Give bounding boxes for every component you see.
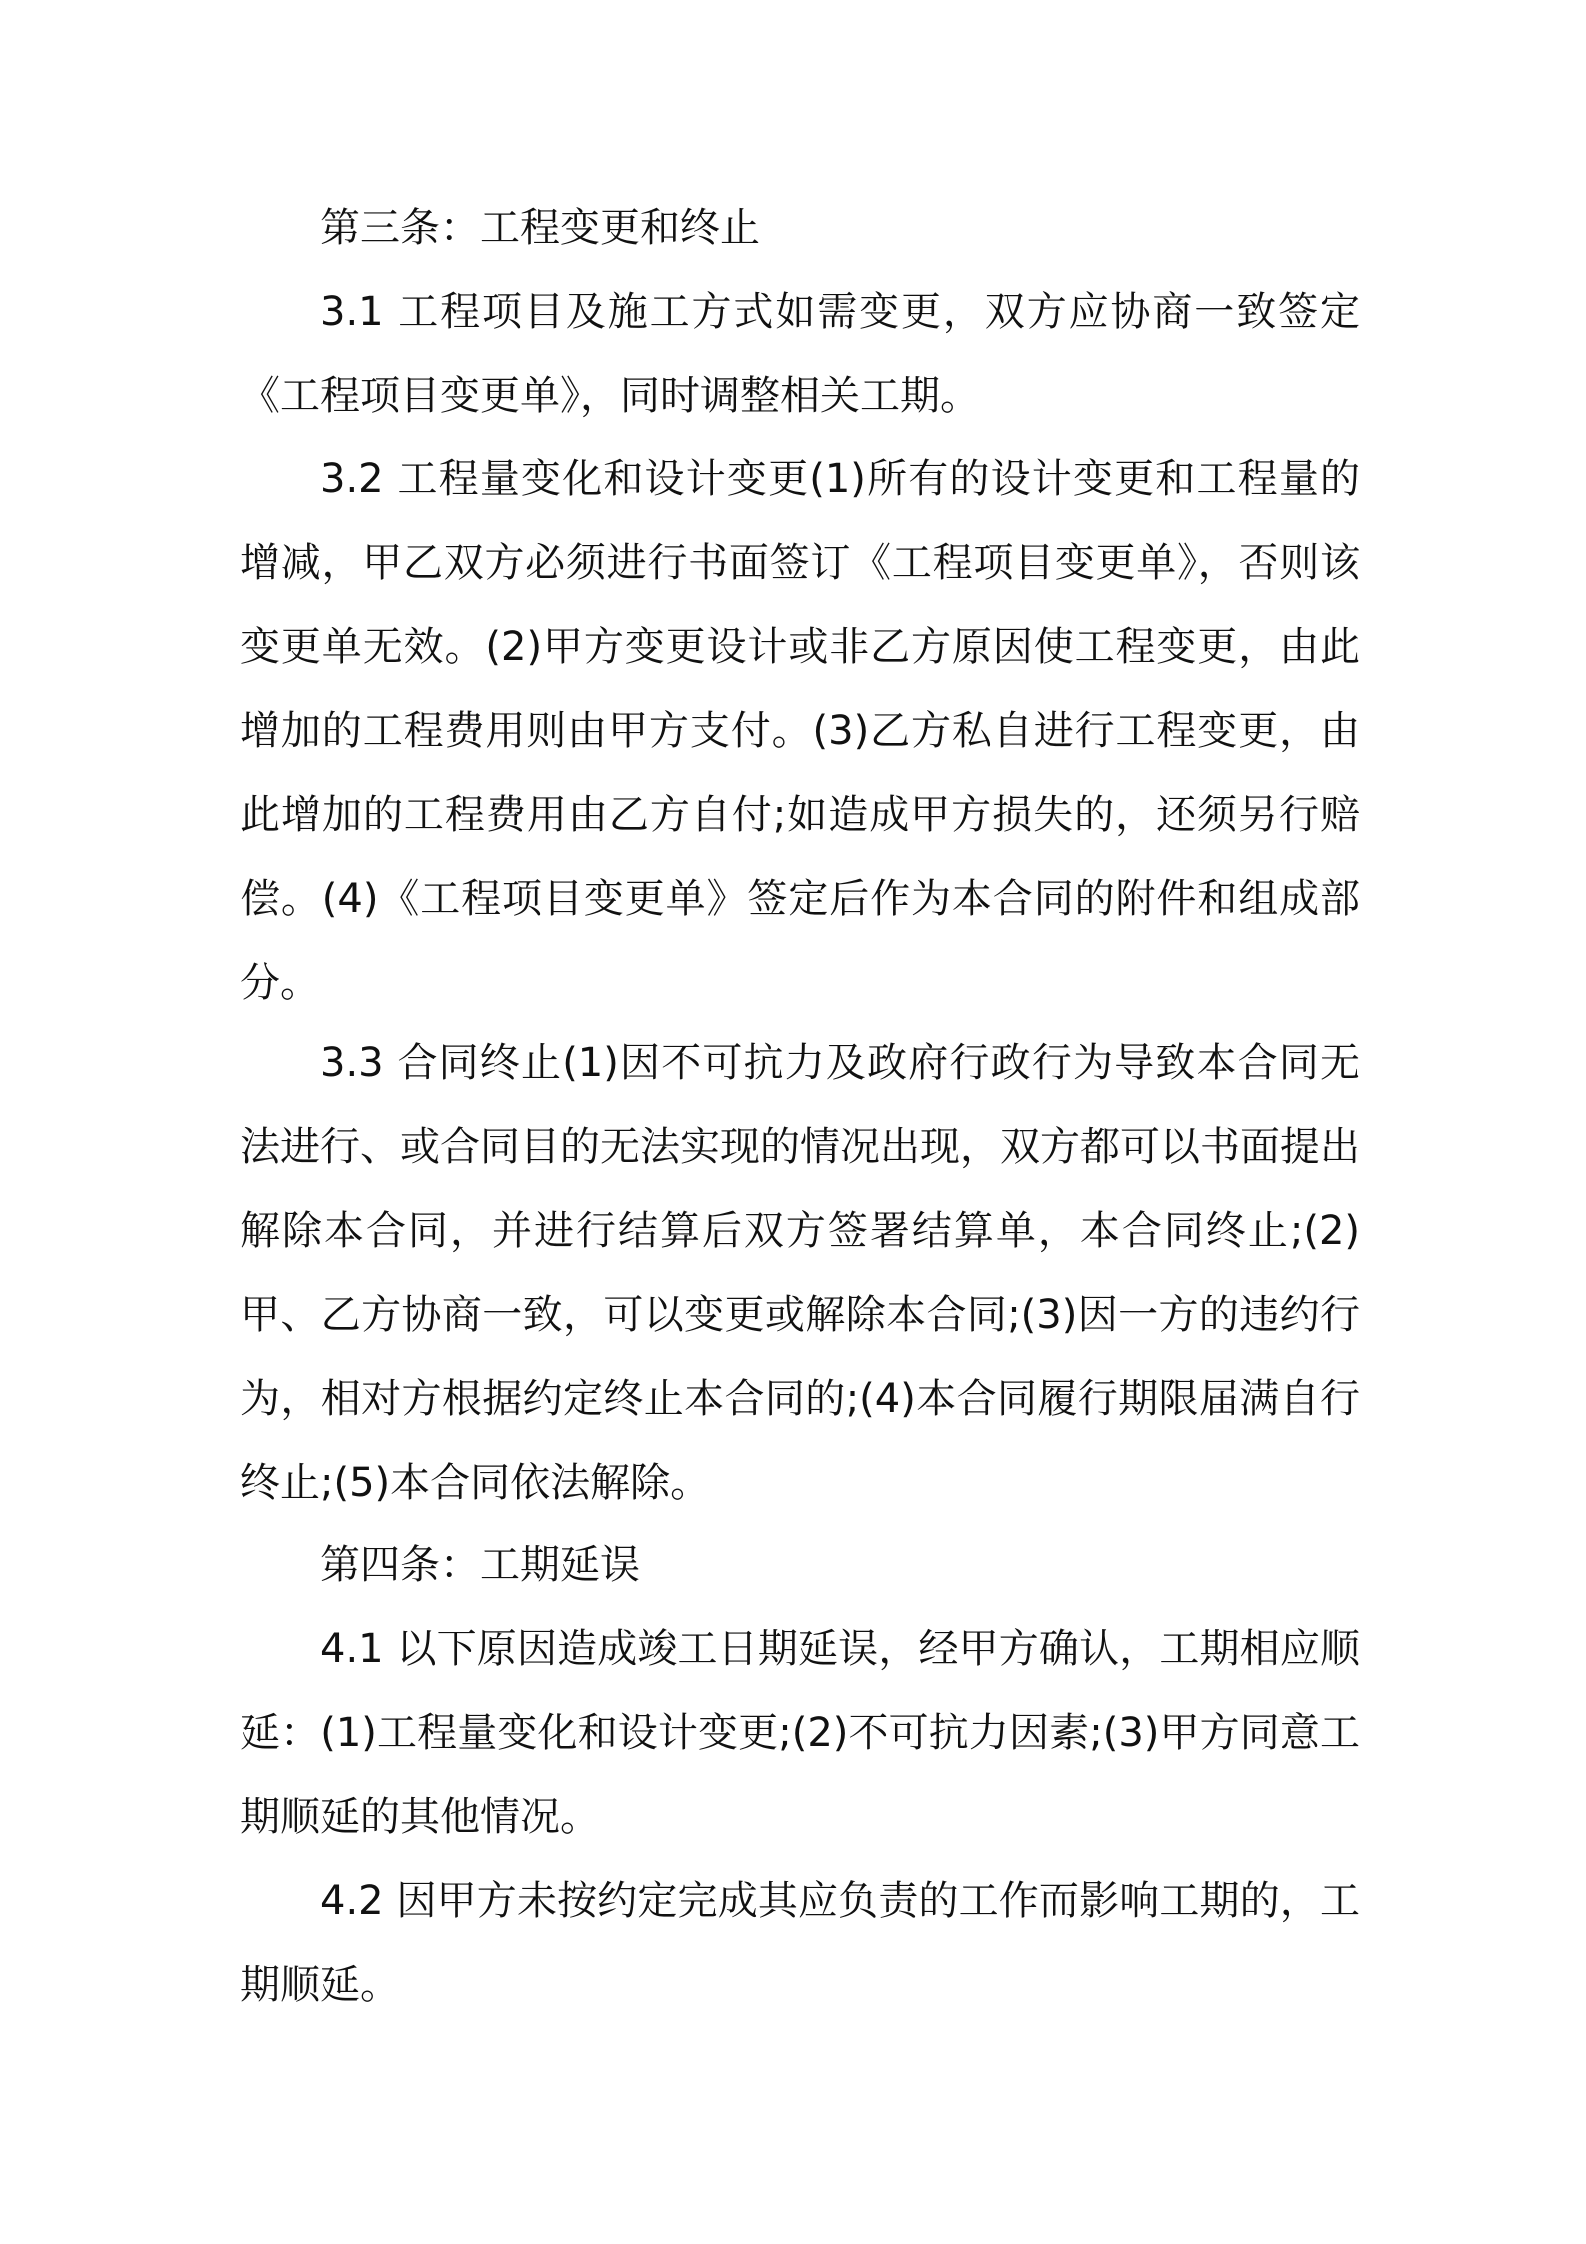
article-3-heading: 第三条：工程变更和终止 <box>320 205 760 251</box>
clause-3-1: 3.1 工程项目及施工方式如需变更，双方应协商一致签定《工程项目变更单》，同时调整相关工期。 <box>240 289 1360 419</box>
clause-3-3: 3.3 合同终止(1)因不可抗力及政府行政行为导致本合同无法进行、或合同目的无法实现的情况出现，双方都可以书面提出解除本合同，并进行结算后双方签署结算单，本合同终止;(2)甲、乙方协商一致，可以变更或解除本合同;(3)因一方的违约行为，相对方根据约定终止本合同的;(4)本合同履行期限届满自行终止;(5)本合同依法解除。 <box>240 1040 1360 1506</box>
article-4-heading: 第四条：工期延误 <box>320 1542 640 1588</box>
clause-4-2: 4.2 因甲方未按约定完成其应负责的工作而影响工期的，工期顺延。 <box>240 1878 1360 2008</box>
clause-3-2: 3.2 工程量变化和设计变更(1)所有的设计变更和工程量的增减，甲乙双方必须进行书面签订《工程项目变更单》，否则该变更单无效。(2)甲方变更设计或非乙方原因使工程变更，由此增加的工程费用则由甲方支付。(3)乙方私自进行工程变更，由此增加的工程费用由乙方自付;如造成甲方损失的，还须另行赔偿。(4)《工程项目变更单》签定后作为本合同的附件和组成部分。 <box>240 456 1360 1006</box>
clause-4-1: 4.1 以下原因造成竣工日期延误，经甲方确认，工期相应顺延：(1)工程量变化和设计变更;(2)不可抗力因素;(3)甲方同意工期顺延的其他情况。 <box>240 1626 1360 1840</box>
